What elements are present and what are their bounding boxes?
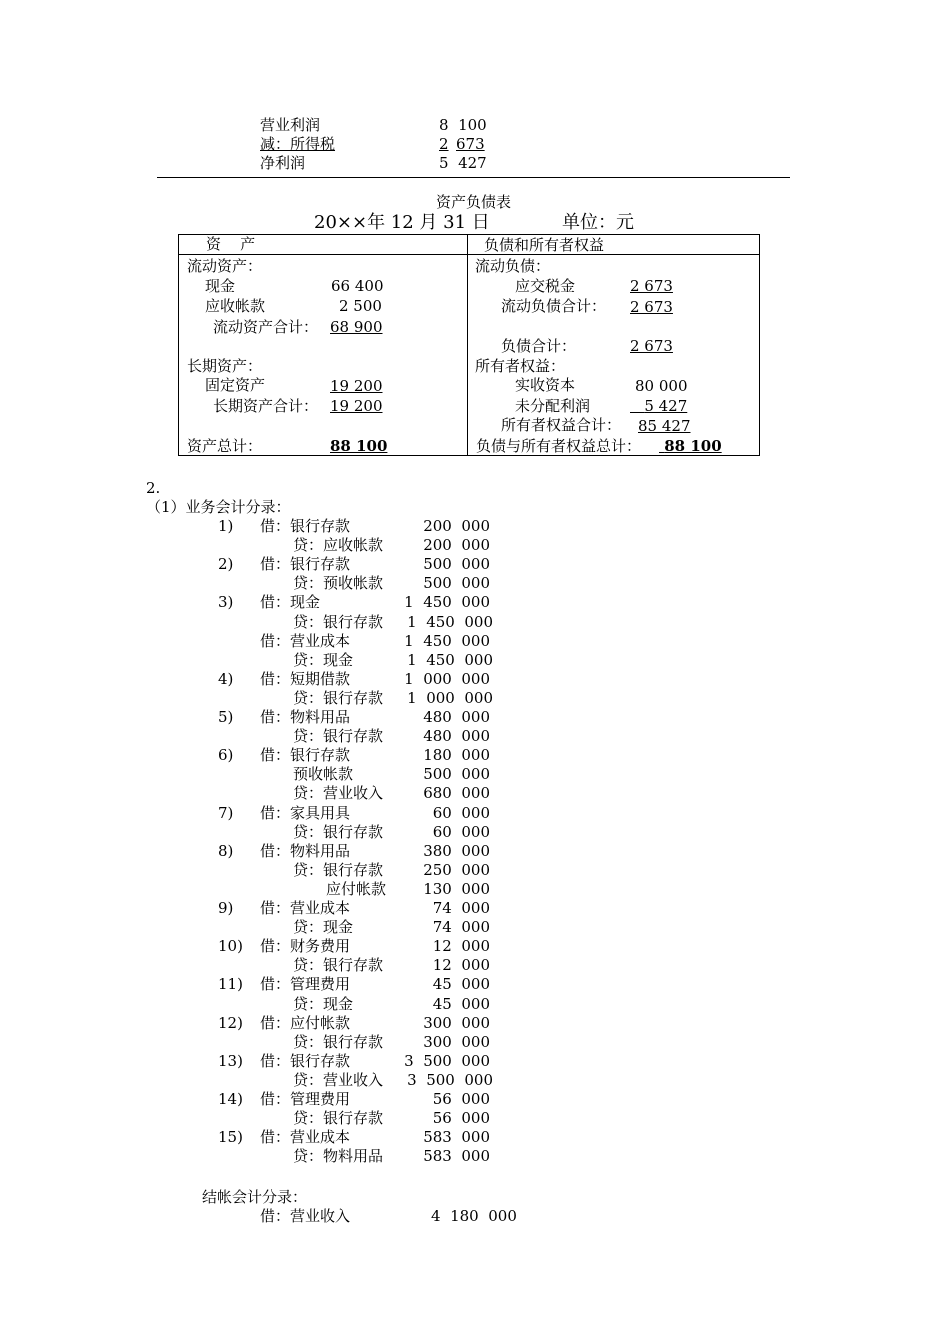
entry-amount: 300 000 [423, 1013, 490, 1032]
current-liabilities-total-label: 流动负债合计： [501, 297, 607, 315]
entry-number: 10) [218, 937, 243, 956]
long-term-assets-total-label: 长期资产合计： [213, 397, 319, 415]
entry-amount: 1 450 000 [404, 631, 490, 650]
balance-sheet-unit: 单位：元 [562, 212, 634, 233]
entry-amount: 380 000 [423, 841, 490, 860]
entry-account: 贷：银行存款 [293, 956, 384, 975]
current-liabilities-total-value: 2 673 [630, 298, 673, 316]
balance-sheet-title: 资产负债表 [436, 193, 512, 211]
entry-number: 11) [218, 975, 243, 994]
liabilities-equity-header: 负债和所有者权益 [484, 236, 605, 254]
entry-amount: 480 000 [423, 727, 490, 746]
entry-amount: 500 000 [423, 555, 490, 574]
entry-account: 借：营业成本 [260, 631, 351, 650]
entry-account: 贷：预收帐款 [293, 574, 384, 593]
entry-number: 4) [218, 669, 234, 688]
total-assets-label: 资产总计： [187, 437, 263, 455]
journal-entries-heading: （1）业务会计分录： [146, 498, 291, 516]
entry-amount: 1 450 000 [407, 612, 493, 631]
taxes-payable-label: 应交税金 [515, 277, 576, 295]
fixed-assets-label: 固定资产 [205, 376, 266, 394]
entry-amount: 130 000 [423, 879, 490, 898]
balance-sheet-date: 20××年 12 月 31 日 [314, 212, 490, 233]
entry-amount: 680 000 [423, 784, 490, 803]
entry-amount: 1 450 000 [404, 593, 490, 612]
income-tax-label: 减：所得税 [260, 135, 336, 153]
entry-account: 借：营业成本 [260, 1128, 351, 1147]
entry-number: 14) [218, 1090, 243, 1108]
entry-amount: 12 000 [432, 956, 490, 975]
entry-account: 贷：现金 [293, 994, 354, 1013]
entry-amount: 300 000 [423, 1032, 490, 1051]
fixed-assets-value: 19 200 [330, 377, 383, 395]
section-divider [157, 177, 790, 178]
entry-amount: 45 000 [432, 994, 490, 1013]
entry-amount: 3 500 000 [404, 1051, 490, 1070]
long-term-assets-label: 长期资产： [187, 357, 263, 375]
entry-number: 13) [218, 1051, 243, 1070]
entry-account: 贷：应收帐款 [293, 536, 384, 555]
taxes-payable-value: 2 673 [630, 277, 673, 295]
closing-entry-debit-label: 借：营业收入 [260, 1207, 351, 1225]
entry-account: 借：管理费用 [260, 975, 351, 994]
entry-account: 借：现金 [260, 593, 321, 612]
entry-number: 15) [218, 1128, 243, 1147]
entry-account: 借：家具用具 [260, 803, 351, 822]
paid-in-capital-label: 实收资本 [515, 376, 576, 394]
entry-number: 12) [218, 1013, 243, 1032]
owners-equity-label: 所有者权益： [475, 357, 566, 375]
retained-earnings-value: 5 427 [644, 397, 688, 415]
entry-amount: 583 000 [423, 1147, 490, 1166]
operating-profit-value: 8 100 [439, 116, 487, 134]
entry-number: 1) [218, 517, 234, 535]
total-assets-value: 88 100 [330, 437, 388, 455]
entry-number: 7) [218, 803, 234, 822]
long-term-assets-total-value: 19 200 [330, 397, 383, 415]
table-header-divider [179, 254, 759, 255]
entry-account: 贷：现金 [293, 650, 354, 669]
entry-account: 贷：物料用品 [293, 1147, 384, 1166]
accounts-receivable-label: 应收帐款 [205, 297, 266, 315]
section-number: 2. [146, 479, 161, 497]
entry-amount: 583 000 [423, 1128, 490, 1147]
entry-account: 贷：银行存款 [293, 727, 384, 746]
total-liabilities-label: 负债合计： [501, 337, 577, 355]
entry-amount: 200 000 [423, 517, 490, 535]
entry-amount: 480 000 [423, 708, 490, 726]
entry-account: 贷：营业收入 [293, 1070, 384, 1089]
entry-amount: 180 000 [423, 746, 490, 765]
entry-amount: 74 000 [432, 918, 490, 937]
income-tax-value-thousands: 2 [439, 135, 449, 153]
current-assets-label: 流动资产： [187, 257, 263, 275]
entry-amount: 500 000 [423, 765, 490, 784]
entry-amount: 200 000 [423, 536, 490, 555]
grand-total-label: 负债与所有者权益总计： [476, 437, 642, 455]
paid-in-capital-value: 80 000 [635, 377, 688, 395]
assets-header: 资 产 [206, 235, 256, 253]
operating-profit-label: 营业利润 [260, 116, 321, 134]
entry-amount: 60 000 [432, 803, 490, 822]
entry-number: 2) [218, 555, 234, 574]
entry-account: 应付帐款 [326, 879, 387, 898]
total-liabilities-value: 2 673 [630, 337, 673, 355]
entry-number: 8) [218, 841, 234, 860]
entry-account: 贷：银行存款 [293, 1032, 384, 1051]
retained-earnings-label: 未分配利润 [515, 397, 591, 415]
entry-number: 3) [218, 593, 234, 612]
entry-number: 5) [218, 708, 234, 726]
current-assets-total-value: 68 900 [330, 318, 383, 336]
entry-account: 贷：现金 [293, 918, 354, 937]
current-assets-total-label: 流动资产合计： [213, 318, 319, 336]
entry-account: 贷：银行存款 [293, 688, 384, 707]
closing-entry-debit-value: 4 180 000 [431, 1207, 517, 1225]
entry-account: 借：应付帐款 [260, 1013, 351, 1032]
net-profit-value: 5 427 [439, 154, 487, 172]
cash-value: 66 400 [331, 277, 384, 295]
entry-account: 预收帐款 [293, 765, 354, 784]
entry-account: 贷：银行存款 [293, 612, 384, 631]
entry-account: 贷：银行存款 [293, 822, 384, 841]
entry-account: 贷：银行存款 [293, 1109, 384, 1128]
entry-amount: 3 500 000 [407, 1070, 493, 1089]
entry-number: 9) [218, 899, 234, 917]
grand-total-value: 88 100 [664, 437, 722, 455]
entry-amount: 250 000 [423, 860, 490, 879]
closing-entries-heading: 结帐会计分录： [202, 1188, 308, 1206]
entry-account: 借：银行存款 [260, 746, 351, 765]
entry-number: 6) [218, 746, 234, 765]
entry-account: 借：营业成本 [260, 899, 351, 917]
owners-equity-total-value: 85 427 [638, 417, 691, 435]
entry-account: 贷：银行存款 [293, 860, 384, 879]
entry-account: 借：物料用品 [260, 708, 351, 726]
entry-account: 借：银行存款 [260, 555, 351, 574]
current-liabilities-label: 流动负债： [475, 257, 551, 275]
entry-account: 借：物料用品 [260, 841, 351, 860]
entry-account: 借：财务费用 [260, 937, 351, 956]
accounts-receivable-value: 2 500 [339, 297, 382, 315]
entry-amount: 60 000 [432, 822, 490, 841]
entry-account: 借：管理费用 [260, 1090, 351, 1108]
entry-amount: 56 000 [432, 1090, 490, 1108]
table-column-divider [467, 235, 468, 455]
balance-sheet-table [178, 234, 760, 456]
entry-account: 借：银行存款 [260, 1051, 351, 1070]
entry-account: 贷：营业收入 [293, 784, 384, 803]
income-tax-value-units: 673 [456, 135, 485, 153]
net-profit-label: 净利润 [260, 154, 306, 172]
owners-equity-total-label: 所有者权益合计： [501, 416, 622, 434]
entry-amount: 74 000 [432, 899, 490, 917]
entry-amount: 56 000 [432, 1109, 490, 1128]
entry-account: 借：银行存款 [260, 517, 351, 535]
cash-label: 现金 [205, 277, 236, 295]
entry-amount: 1 000 000 [407, 688, 493, 707]
entry-account: 借：短期借款 [260, 669, 351, 688]
entry-amount: 1 000 000 [404, 669, 490, 688]
entry-amount: 500 000 [423, 574, 490, 593]
entry-amount: 1 450 000 [407, 650, 493, 669]
entry-amount: 12 000 [432, 937, 490, 956]
entry-amount: 45 000 [432, 975, 490, 994]
